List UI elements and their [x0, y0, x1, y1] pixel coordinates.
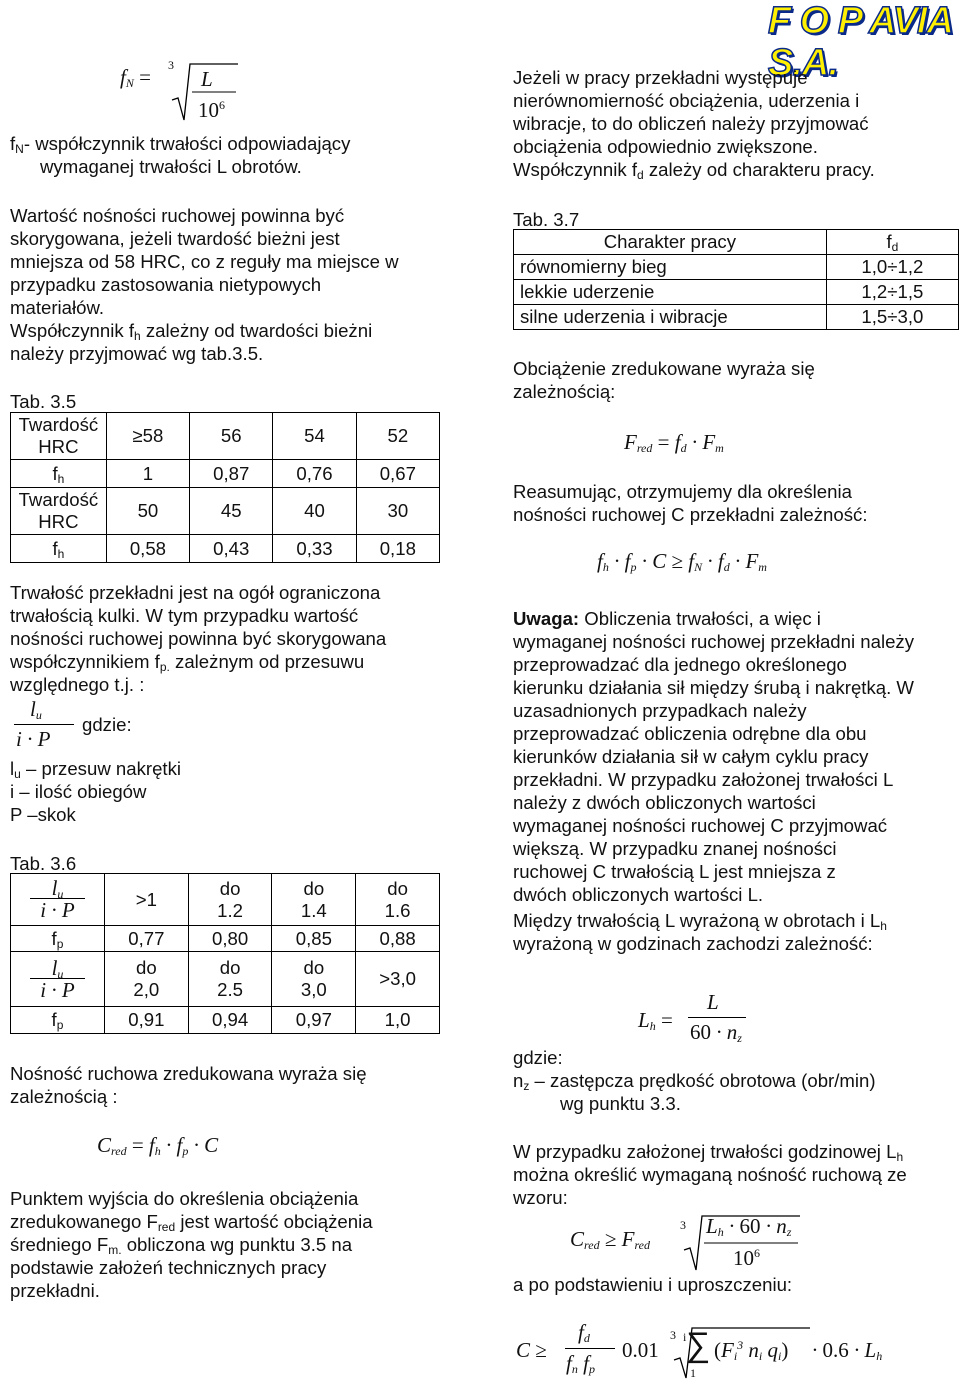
paragraph-hardness-2: mniejsza od 58 HRC, co z reguły ma miejsce w	[10, 251, 399, 272]
fp-label: $f_p$	[11, 926, 105, 952]
table-3-6-title: Tab. 3.6	[10, 853, 77, 874]
table-cell: równomierny bieg	[514, 255, 827, 280]
uwaga-line: przeprowadzać obliczenia odrębne dla obu	[513, 723, 867, 744]
table-cell: 1	[106, 460, 189, 488]
paragraph-hardness-3: przypadku zastosowania nietypowych	[10, 274, 322, 295]
paragraph-load-3: obciążenia odpowiednio zwiększone.	[513, 136, 818, 157]
paragraph-load-1: nierównomierność obciążenia, uderzenia i	[513, 90, 860, 111]
paragraph-hardness-4: materiałów.	[10, 297, 105, 318]
table-cell: 1,5÷3,0	[826, 305, 958, 330]
paragraph-hardness-1: skorygowana, jeżeli twardość bieżni jest	[10, 228, 340, 249]
table-cell: 45	[190, 488, 273, 535]
table-cell: 0,85	[272, 926, 356, 952]
fh-label: $f_h$	[11, 535, 107, 563]
table-header: $f_d$	[826, 230, 958, 255]
uwaga-line: uzasadnionych przypadkach należy	[513, 700, 807, 721]
gdzie-label-right: gdzie:	[513, 1047, 563, 1068]
table-3-7	[513, 229, 959, 330]
fN-description: $f_N-$ współczynnik trwałości odpowiadający	[10, 133, 351, 156]
formula-fred: $F_{red} = f_d \cdot F_m$	[624, 430, 724, 455]
table-cell: 0,76	[273, 460, 356, 488]
uwaga-line: większą. W przypadku znanej nośności	[513, 838, 837, 859]
nz-description: $n_z$ – zastępcza prędkość obrotowa (obr/min)	[513, 1070, 876, 1093]
paragraph-fred-2: średniego $F_{m.}$ obliczona wg punktu 3.5 na	[10, 1234, 353, 1257]
table-cell: 52	[356, 413, 439, 460]
paragraph-lh-1: wyrażoną w godzinach zachodzi zależność:	[513, 933, 873, 954]
paragraph-load-0: Jeżeli w pracy przekładni występuje	[513, 67, 808, 88]
nz-description-2: wg punktu 3.3.	[560, 1093, 681, 1114]
paragraph-load-4: Współczynnik $f_d$ zależy od charakteru pracy.	[513, 159, 875, 182]
uwaga-line: przeprowadzać dla jednego określonego	[513, 654, 847, 675]
lu-iP-cell: $l_u$ i · P	[11, 874, 105, 926]
paragraph-summary-0: Reasumując, otrzymujemy dla określenia	[513, 481, 852, 502]
table-cell: 0,77	[104, 926, 188, 952]
uwaga-line: Uwaga: Obliczenia trwałości, a więc i	[513, 608, 821, 629]
table-cell: 56	[190, 413, 273, 460]
table-cell: 1,0	[356, 1007, 440, 1034]
paragraph-fred-0: Punktem wyjścia do określenia obciążenia	[10, 1188, 359, 1209]
table-cell: 0,58	[106, 535, 189, 563]
paragraph-lh-req-1: można określić wymaganą nośność ruchową ze	[513, 1164, 907, 1185]
uwaga-line: należy z dwóch obliczonych wartości	[513, 792, 816, 813]
paragraph-fred-3: podstawie założeń technicznych pracy	[10, 1257, 327, 1278]
hardness-label: Twardość HRC	[11, 488, 107, 535]
table-cell: do 1.6	[356, 874, 440, 926]
paragraph-durability-4: względnego t.j. :	[10, 674, 145, 695]
hardness-label: Twardość HRC	[11, 413, 107, 460]
table-cell: 0,97	[272, 1007, 356, 1034]
table-cell: 40	[273, 488, 356, 535]
uwaga-line: przekładni. W przypadku założonej trwałości L	[513, 769, 894, 790]
table-cell: 0,94	[188, 1007, 272, 1034]
table-3-6	[10, 873, 440, 1034]
table-cell: 0,87	[190, 460, 273, 488]
formula-c-condition: $f_h \cdot f_p \cdot C \ge f_N \cdot f_d \cdot F_m$	[597, 549, 767, 574]
table-cell: 0,88	[356, 926, 440, 952]
table-cell: 0,18	[356, 535, 439, 563]
paragraph-durability-1: trwałością kulki. W tym przypadku wartość	[10, 605, 359, 626]
paragraph-simplified: a po podstawieniu i uproszczeniu:	[513, 1274, 793, 1295]
fp-label: $f_p$	[11, 1007, 105, 1034]
uwaga-line: kierunków działania sił w całym cyklu pracy	[513, 746, 869, 767]
gdzie-label: gdzie:	[82, 714, 132, 735]
table-cell: >1	[104, 874, 188, 926]
uwaga-line: ruchowej C trwałością L jest mniejsza z	[513, 861, 836, 882]
table-cell: 0,67	[356, 460, 439, 488]
table-cell: do 1.2	[188, 874, 272, 926]
p-description: P –skok	[10, 804, 76, 825]
table-cell: do 1.4	[272, 874, 356, 926]
table-3-5-title: Tab. 3.5	[10, 391, 77, 412]
table-cell: do 3,0	[272, 952, 356, 1007]
paragraph-durability-3: współczynnikiem $f_{p.}$ zależnym od przesuwu	[10, 651, 365, 674]
table-cell: 1,0÷1,2	[826, 255, 958, 280]
paragraph-lh-req-2: wzoru:	[513, 1187, 568, 1208]
paragraph-load-2: wibracje, to do obliczeń należy przyjmować	[513, 113, 869, 134]
company-logo: F O P AVIA S.A.	[768, 0, 952, 84]
paragraph-lh-0: Między trwałością L wyrażoną w obrotach i $L_h$	[513, 910, 887, 933]
table-cell: >3,0	[356, 952, 440, 1007]
paragraph-fred-4: przekładni.	[10, 1280, 100, 1301]
table-cell: 0,80	[188, 926, 272, 952]
uwaga-line: kierunku działania sił między śrubą i nakrętką. W	[513, 677, 914, 698]
table-cell: 1,2÷1,5	[826, 280, 958, 305]
table-header: Charakter pracy	[514, 230, 827, 255]
formula-cred: $C_{red} = f_h \cdot f_p \cdot C$	[97, 1133, 219, 1158]
uwaga-line: wymaganej nośności ruchowej C przyjmować	[513, 815, 888, 836]
table-cell: ≥58	[106, 413, 189, 460]
table-cell: lekkie uderzenie	[514, 280, 827, 305]
table-cell: 50	[106, 488, 189, 535]
paragraph-cred-0: Nośność ruchowa zredukowana wyraża się	[10, 1063, 367, 1084]
paragraph-summary-1: nośności ruchowej C przekładni zależność:	[513, 504, 868, 525]
table-cell: 0,33	[273, 535, 356, 563]
uwaga-line: dwóch obliczonych wartości L.	[513, 884, 764, 905]
fh-paragraph-2: należy przyjmować wg tab.3.5.	[10, 343, 264, 364]
paragraph-fred-1: zredukowanego $F_{red}$ jest wartość obciążenia	[10, 1211, 373, 1234]
table-cell: do 2,0	[104, 952, 188, 1007]
paragraph-fred-intro-0: Obciążenie zredukowane wyraża się	[513, 358, 815, 379]
uwaga-line: wymaganej nośności ruchowej przekładni należy	[513, 631, 915, 652]
table-cell: 0,43	[190, 535, 273, 563]
table-cell: do 2.5	[188, 952, 272, 1007]
table-cell: silne uderzenia i wibracje	[514, 305, 827, 330]
table-cell: 54	[273, 413, 356, 460]
table-3-7-title: Tab. 3.7	[513, 209, 580, 230]
fh-paragraph: Współczynnik $f_h$ zależny od twardości bieżni	[10, 320, 373, 343]
table-3-5	[10, 412, 440, 563]
paragraph-lh-req-0: W przypadku założonej trwałości godzinowej $L_h$	[513, 1141, 904, 1164]
table-cell: 0,91	[104, 1007, 188, 1034]
paragraph-fred-intro-1: zależnością:	[513, 381, 616, 402]
table-cell: 30	[356, 488, 439, 535]
i-description: i – ilość obiegów	[10, 781, 147, 802]
paragraph-cred-1: zależnością :	[10, 1086, 118, 1107]
paragraph-durability-0: Trwałość przekładni jest na ogół ograniczona	[10, 582, 381, 603]
lu-description: $l_u$ – przesuw nakrętki	[10, 758, 182, 781]
paragraph-hardness-0: Wartość nośności ruchowej powinna być	[10, 205, 345, 226]
lu-iP-cell: $l_u$ i · P	[11, 952, 105, 1007]
fN-description-2: wymaganej trwałości L obrotów.	[40, 156, 302, 177]
paragraph-durability-2: nośności ruchowej powinna być skorygowana	[10, 628, 387, 649]
fh-label: $f_h$	[11, 460, 107, 488]
